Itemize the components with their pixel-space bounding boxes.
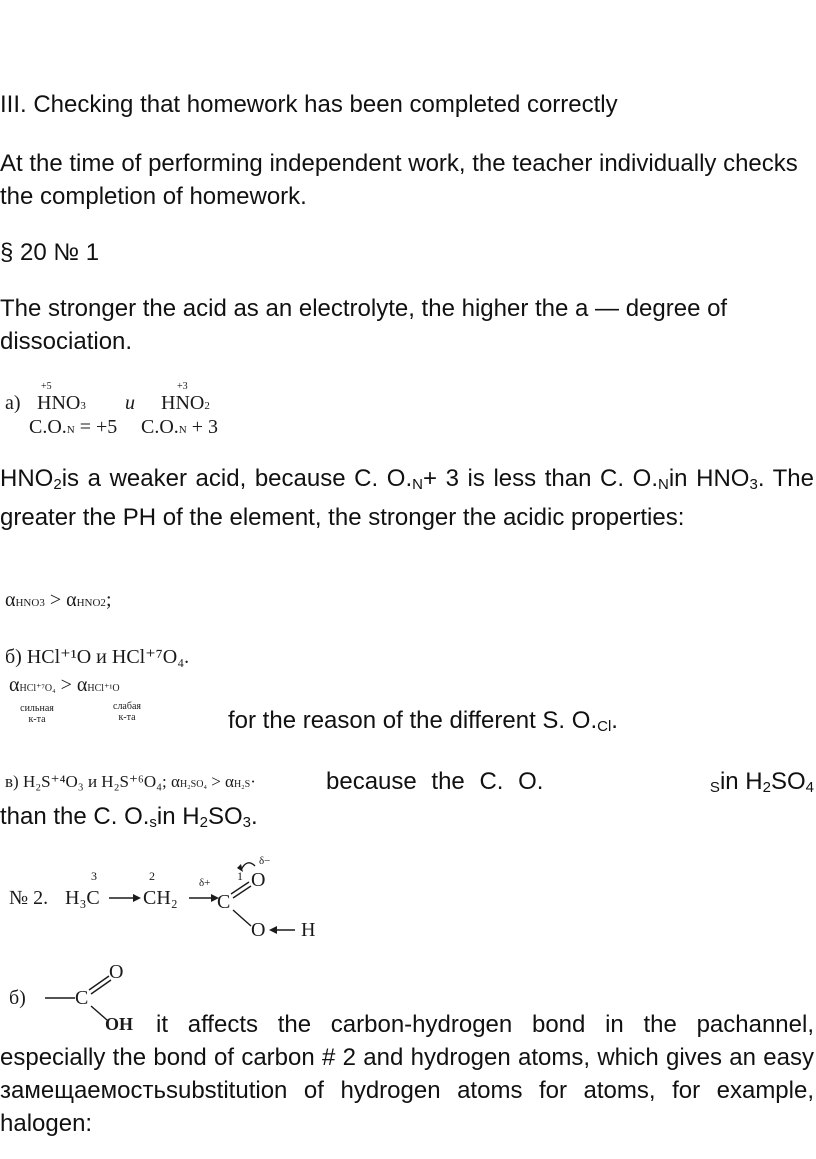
figure-chlorine-acids — [5, 645, 225, 735]
carbonyl-oxygen: O — [109, 961, 124, 983]
carbon-number: 2 — [149, 869, 155, 883]
hydroxyl-oxygen: O — [251, 919, 266, 941]
label-weak-acid: слабая к-та — [113, 701, 141, 723]
partial-positive: δ+ — [199, 877, 211, 889]
label-strong-acid: сильная к-та — [20, 703, 54, 725]
figure-label: а) — [5, 392, 21, 414]
formula-hno2: HNO2 — [161, 392, 210, 414]
section-heading: III. Checking that homework has been completed correctly — [0, 91, 618, 118]
single-bond — [233, 910, 251, 926]
conjunction: и — [125, 392, 135, 414]
chlorine-alpha-comparison: αHCl⁺⁷O₄ > αHCl⁺¹O — [9, 674, 120, 696]
paragraph-chlorine-reason: for the reason of the different S. $O._{Cl}$. — [228, 707, 618, 735]
figure-sulfur-acids: в) H₂S⁺⁴O₃ и H₂S⁺⁶O₄; αH₂SO₄ > αH₂S· — [5, 772, 256, 791]
carbon-number: 3 — [91, 869, 97, 883]
arrow-head — [269, 926, 277, 934]
section-reference: § 20 № 1 — [0, 239, 100, 266]
oxidation-state-2: С.О.N + 3 — [141, 416, 219, 438]
methyl-group: H₃C — [65, 887, 100, 909]
methylene-group: CH₂ — [143, 887, 178, 909]
paragraph-sulfur-line1: because the C. O. — [326, 768, 544, 795]
figure-nitrogen-acids — [5, 380, 265, 440]
figure-alpha-comparison: αHNO3 > αHNO2; — [5, 589, 112, 611]
oxidation-state-1: С.О.N = +5 — [29, 416, 118, 438]
paragraph-carbon-hydrogen-bond: it affects the carbon-hydrogen bond in the pachannel, especially the bond of carbon # 2 and hydrogen atoms, which gives an easy замещаемостьsubstitution of hydrogen atoms for atoms, for example, halogen: — [0, 1011, 814, 1137]
double-bond — [231, 882, 249, 894]
carbonyl-oxygen: O — [251, 869, 266, 891]
hydroxyl-hydrogen: H — [301, 919, 316, 941]
paragraph-acid-strength: The stronger the acid as an electrolyte, the higher the a — degree of dissociation. — [0, 295, 728, 355]
paragraph-sulfur-line1-end: $_S$in $H_2SO_4$ — [709, 768, 814, 796]
double-bond — [233, 886, 251, 898]
carbon-number: 1 — [237, 869, 243, 883]
oxidation-charge: +3 — [177, 381, 188, 392]
formula-hno3: HNO3 — [37, 392, 86, 414]
paragraph-sulfur-line2: than the C. $O._sin$ $H_2SO_3$. — [0, 803, 258, 831]
chlorine-acids-formula: б) HCl⁺¹O и HCl⁺⁷O₄. — [5, 646, 190, 668]
partial-negative: δ− — [259, 855, 271, 867]
figure-label: б) — [9, 987, 26, 1009]
carboxyl-carbon: C — [217, 891, 231, 913]
paragraph-hno2-weaker: $HNO_2is$ a weaker acid, because C. $O._N+ 3$ is less than C. $O._Nin$ $HNO_3$. The greater the PH of the element, the stronger the acidic properties: — [0, 465, 815, 531]
carboxyl-carbon: C — [75, 987, 89, 1009]
arrow-head — [133, 894, 141, 902]
paragraph-intro: At the time of performing independent work, the teacher individually checks the completion of homework. — [0, 150, 798, 210]
figure-acetic-acid-structure — [5, 852, 335, 952]
problem-label: № 2. — [9, 887, 49, 909]
hydroxyl-group: OH — [105, 1014, 134, 1034]
oxidation-charge: +5 — [41, 381, 52, 392]
